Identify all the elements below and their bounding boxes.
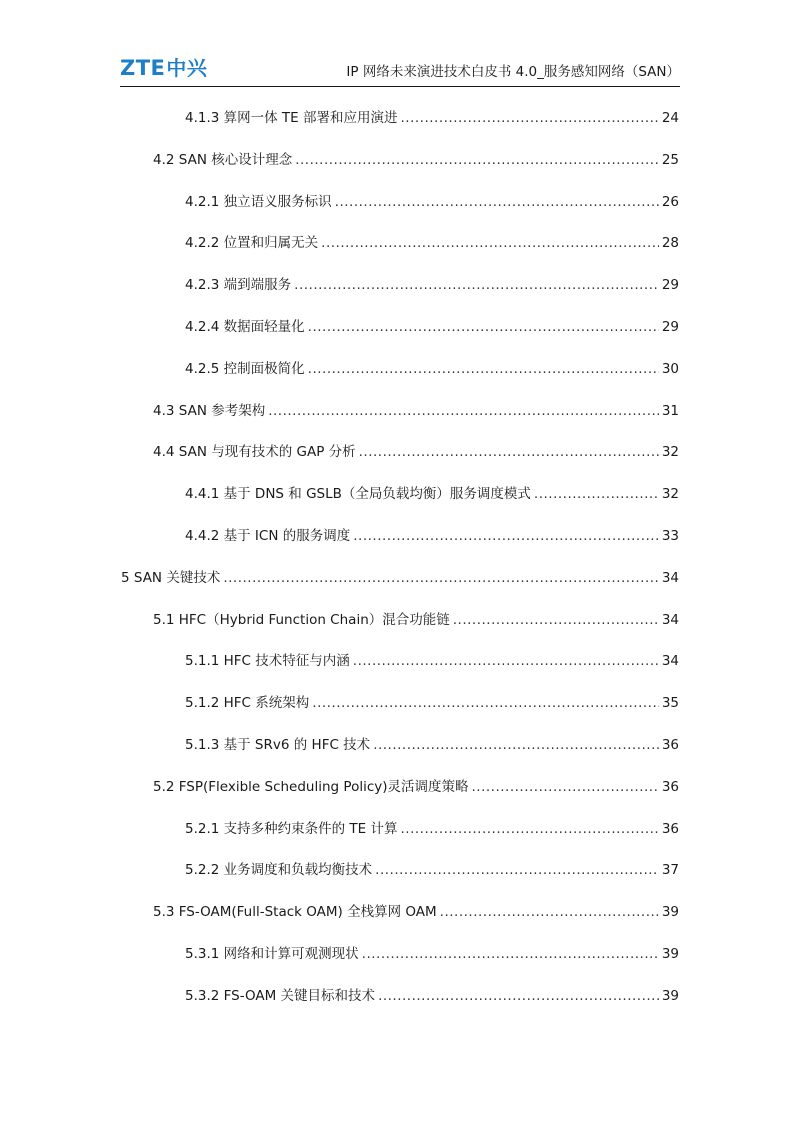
logo-cn-text: 中兴 xyxy=(166,56,208,80)
toc-dot-leader xyxy=(373,735,659,755)
toc-entry[interactable] xyxy=(185,108,679,128)
toc-dot-leader xyxy=(294,275,659,295)
toc-entry-page-number: 34 xyxy=(661,611,679,628)
toc-entry[interactable] xyxy=(185,233,679,253)
toc-entry-title: 5.1.3 基于 SRv6 的 HFC 技术 xyxy=(185,737,371,753)
toc-entry-title: 4.2.1 独立语义服务标识 xyxy=(185,193,332,210)
toc-entry-page-number: 36 xyxy=(661,778,679,795)
toc-entry-page-number: 37 xyxy=(661,862,679,879)
toc-entry[interactable] xyxy=(185,275,679,295)
toc-entry-page-number: 24 xyxy=(661,110,679,126)
toc-entry[interactable] xyxy=(185,735,679,755)
logo-text: ZTE xyxy=(120,56,166,80)
toc-entry[interactable] xyxy=(153,902,679,922)
toc-entry-title: 5 SAN 关键技术 xyxy=(121,569,221,586)
zte-logo xyxy=(120,56,207,80)
toc-dot-leader xyxy=(440,902,659,922)
toc-entry[interactable] xyxy=(185,693,679,713)
toc-entry[interactable] xyxy=(153,777,679,797)
toc-entry-title: 4.1.3 算网一体 TE 部署和应用演进 xyxy=(185,110,398,126)
toc-dot-leader xyxy=(401,819,659,839)
toc-entry[interactable] xyxy=(185,986,679,1006)
toc-dot-leader xyxy=(362,944,659,964)
toc-entry-page-number: 32 xyxy=(661,444,679,461)
toc-entry[interactable] xyxy=(153,401,679,421)
toc-entry[interactable] xyxy=(185,484,679,504)
toc-entry-page-number: 33 xyxy=(661,528,679,544)
toc-entry-page-number: 32 xyxy=(661,486,679,503)
toc-entry-title: 4.2.2 位置和归属无关 xyxy=(185,235,319,252)
toc-entry-page-number: 31 xyxy=(661,402,679,419)
toc-entry-page-number: 29 xyxy=(661,277,679,294)
toc-entry-page-number: 35 xyxy=(661,695,679,712)
toc-entry-page-number: 34 xyxy=(661,653,679,670)
toc-dot-leader xyxy=(534,484,659,504)
toc-entry-title: 4.4 SAN 与现有技术的 GAP 分析 xyxy=(153,444,356,461)
toc-dot-leader xyxy=(472,777,659,797)
document-title: IP 网络未来演进技术白皮书 4.0_服务感知网络（SAN） xyxy=(346,64,680,80)
toc-dot-leader xyxy=(378,986,659,1006)
toc-entry-title: 5.1.1 HFC 技术特征与内涵 xyxy=(185,653,350,670)
toc-entry-title: 5.1.2 HFC 系统架构 xyxy=(185,695,310,712)
toc-entry[interactable] xyxy=(153,610,679,630)
header-divider xyxy=(120,86,680,87)
toc-entry-page-number: 28 xyxy=(661,235,679,252)
toc-entry-title: 4.2.5 控制面极简化 xyxy=(185,360,305,377)
toc-entry-title: 4.4.2 基于 ICN 的服务调度 xyxy=(185,528,351,544)
toc-entry[interactable] xyxy=(185,860,679,880)
toc-entry-page-number: 29 xyxy=(661,319,679,335)
toc-entry-page-number: 36 xyxy=(661,820,679,837)
toc-entry[interactable] xyxy=(185,192,679,212)
toc-dot-leader xyxy=(375,860,659,880)
toc-entry[interactable] xyxy=(153,442,679,462)
toc-entry-title: 4.3 SAN 参考架构 xyxy=(153,402,266,419)
toc-entry[interactable] xyxy=(185,944,679,964)
toc-entry[interactable] xyxy=(121,568,679,588)
toc-entry[interactable] xyxy=(153,150,679,170)
page-header xyxy=(120,56,680,88)
toc-dot-leader xyxy=(308,359,659,379)
toc-entry-page-number: 36 xyxy=(661,737,679,753)
toc-dot-leader xyxy=(401,108,659,128)
toc-entry-title: 5.3.2 FS-OAM 关键目标和技术 xyxy=(185,987,376,1004)
toc-entry-title: 4.4.1 基于 DNS 和 GSLB（全局负载均衡）服务调度模式 xyxy=(185,486,531,503)
toc-entry-page-number: 30 xyxy=(661,360,679,377)
toc-entry-title: 4.2.4 数据面轻量化 xyxy=(185,319,305,335)
toc-dot-leader xyxy=(223,568,658,588)
toc-entry[interactable] xyxy=(185,526,679,546)
toc-dot-leader xyxy=(312,693,659,713)
toc-dot-leader xyxy=(353,526,659,546)
toc-dot-leader xyxy=(308,317,659,337)
toc-entry-title: 4.2 SAN 核心设计理念 xyxy=(153,151,293,168)
toc-entry[interactable] xyxy=(185,317,679,337)
toc-entry-title: 4.2.3 端到端服务 xyxy=(185,277,292,294)
toc-entry[interactable] xyxy=(185,651,679,671)
toc-entry-title: 5.2.1 支持多种约束条件的 TE 计算 xyxy=(185,820,398,837)
toc-entry-page-number: 26 xyxy=(661,193,679,210)
toc-entry-title: 5.3 FS-OAM(Full-Stack OAM) 全栈算网 OAM xyxy=(153,904,437,921)
toc-entry[interactable] xyxy=(185,819,679,839)
toc-entry-page-number: 34 xyxy=(661,569,679,586)
toc-entry-page-number: 39 xyxy=(661,987,679,1004)
toc-entry-page-number: 25 xyxy=(661,151,679,168)
toc-entry-page-number: 39 xyxy=(661,946,679,962)
toc-entry-page-number: 39 xyxy=(661,904,679,921)
toc-dot-leader xyxy=(335,192,659,212)
toc-dot-leader xyxy=(353,651,659,671)
toc-dot-leader xyxy=(295,150,659,170)
toc-dot-leader xyxy=(453,610,659,630)
toc-dot-leader xyxy=(268,401,659,421)
toc-dot-leader xyxy=(321,233,659,253)
toc-entry-title: 5.2 FSP(Flexible Scheduling Policy)灵活调度策略 xyxy=(153,778,469,795)
toc-entry[interactable] xyxy=(185,359,679,379)
toc-entry-title: 5.2.2 业务调度和负载均衡技术 xyxy=(185,862,373,879)
toc-entry-title: 5.3.1 网络和计算可观测现状 xyxy=(185,946,359,962)
toc-dot-leader xyxy=(359,442,659,462)
toc-entry-title: 5.1 HFC（Hybrid Function Chain）混合功能链 xyxy=(153,611,450,628)
